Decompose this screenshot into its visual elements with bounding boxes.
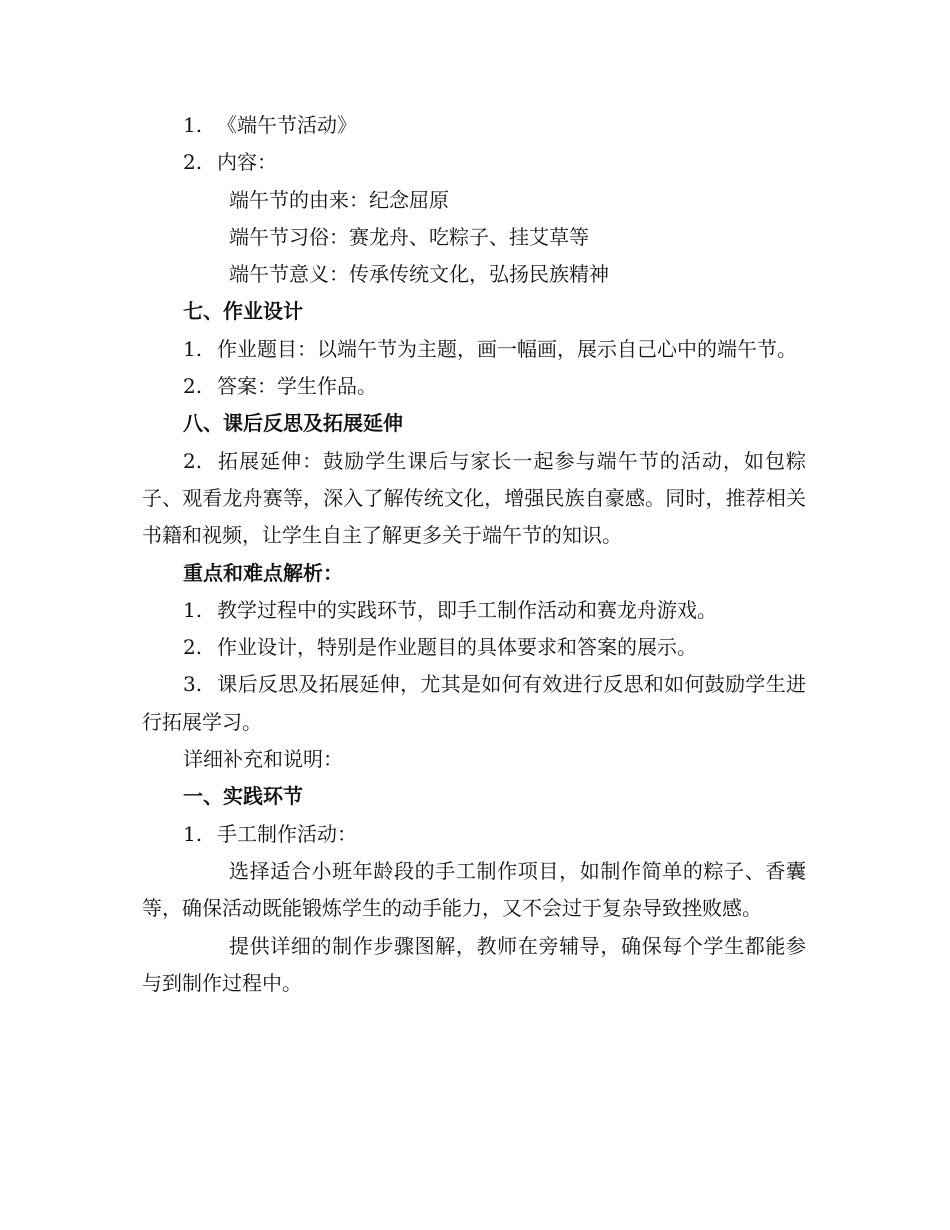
list-item-activity-title bbox=[142, 107, 806, 144]
paragraph-supplement-intro: 详细补充和说明： bbox=[183, 747, 343, 772]
section-heading-key-points: 重点和难点解析： bbox=[183, 560, 343, 585]
list-item-key-point-3 bbox=[142, 666, 806, 741]
list-number: 2. bbox=[183, 635, 203, 660]
list-number: 1. bbox=[183, 597, 203, 622]
list-number: 2. bbox=[183, 448, 203, 473]
content-line-origin: 端午节的由来：纪念屈原 bbox=[229, 187, 449, 212]
list-item-key-point-2 bbox=[142, 629, 806, 666]
list-number: 1. bbox=[183, 113, 203, 137]
list-item-extension bbox=[142, 443, 806, 555]
list-item-text: 课后反思及拓展延伸，尤其是如何有效进行反思和如何鼓励学生进行拓展学习。 bbox=[142, 672, 806, 734]
document-body bbox=[142, 107, 806, 1002]
list-item-key-point-1 bbox=[142, 592, 806, 629]
section-heading-reflection: 八、课后反思及拓展延伸 bbox=[183, 411, 403, 436]
list-number: 2. bbox=[183, 150, 203, 175]
list-item-text: 作业题目：以端午节为主题，画一幅画，展示自己心中的端午节。 bbox=[217, 336, 797, 361]
list-item-handcraft bbox=[142, 816, 806, 853]
list-item-text: 答案：学生作品。 bbox=[217, 374, 377, 399]
list-number: 1. bbox=[183, 821, 203, 846]
content-line-customs: 端午节习俗：赛龙舟、吃粽子、挂艾草等 bbox=[229, 224, 589, 249]
list-item-text: 教学过程中的实践环节，即手工制作活动和赛龙舟游戏。 bbox=[217, 597, 717, 622]
list-item-homework-answer bbox=[142, 368, 806, 405]
list-item-text: 《端午节活动》 bbox=[217, 113, 357, 137]
list-item-text: 手工制作活动： bbox=[217, 821, 357, 846]
list-number: 3. bbox=[183, 672, 203, 697]
section-heading-practice: 一、实践环节 bbox=[183, 784, 303, 809]
list-item-text: 内容： bbox=[217, 150, 277, 175]
list-number: 1. bbox=[183, 336, 203, 361]
list-item-text: 拓展延伸：鼓励学生课后与家长一起参与端午节的活动，如包粽子、观看龙舟赛等，深入了解传统文化，增强民族自豪感。同时，推荐相关书籍和视频，让学生自主了解更多关于端午节的知识。 bbox=[142, 448, 806, 548]
content-line-meaning: 端午节意义：传承传统文化，弘扬民族精神 bbox=[229, 262, 609, 287]
paragraph-handcraft-steps: 提供详细的制作步骤图解，教师在旁辅导，确保每个学生都能参与到制作过程中。 bbox=[142, 933, 806, 995]
list-item-content bbox=[142, 144, 806, 181]
list-number: 2. bbox=[183, 374, 203, 399]
section-heading-homework: 七、作业设计 bbox=[183, 299, 303, 324]
paragraph-handcraft-choice: 选择适合小班年龄段的手工制作项目，如制作简单的粽子、香囊等，确保活动既能锻炼学生的动手能力，又不会过于复杂导致挫败感。 bbox=[142, 858, 806, 921]
list-item-text: 作业设计，特别是作业题目的具体要求和答案的展示。 bbox=[217, 635, 697, 660]
list-item-homework-topic bbox=[142, 331, 806, 368]
